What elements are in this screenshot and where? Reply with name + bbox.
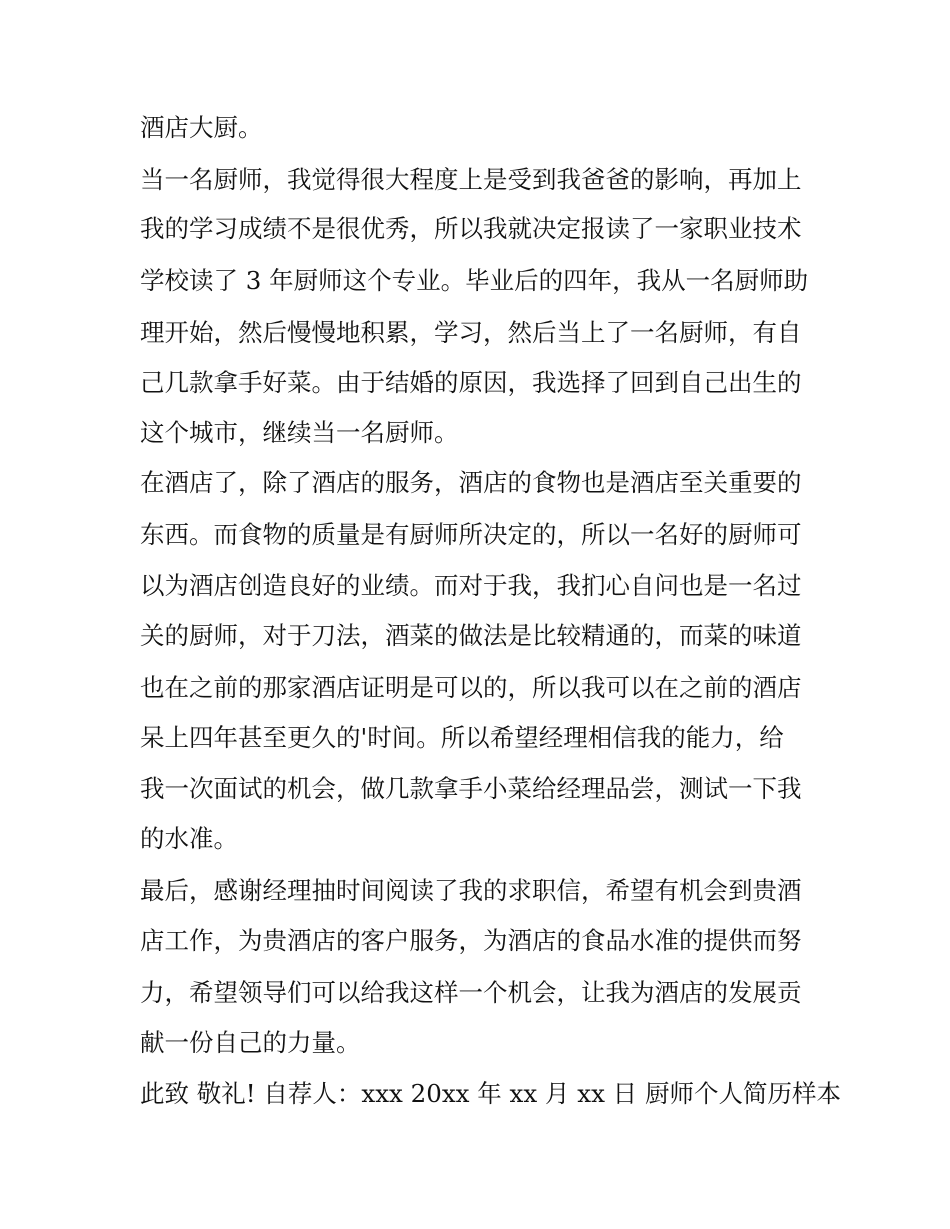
- text-line: 东西。而食物的质量是有厨师所决定的，所以一名好的厨师可: [140, 520, 802, 549]
- text-line: 酒店大厨。: [140, 113, 263, 142]
- text-line: 以为酒店创造良好的业绩。而对于我，我扪心自问也是一名过: [140, 571, 802, 600]
- text-line: 这个城市，继续当一名厨师。: [140, 418, 459, 447]
- text-line: 呆上四年甚至更久的'时间。所以希望经理相信我的能力，给: [140, 723, 784, 752]
- text-line: 学校读了 3 年厨师这个专业。毕业后的四年，我从一名厨师助: [140, 266, 809, 295]
- text-line: 最后，感谢经理抽时间阅读了我的求职信，希望有机会到贵酒: [140, 876, 802, 905]
- text-line: 当一名厨师，我觉得很大程度上是受到我爸爸的影响，再加上: [140, 165, 802, 194]
- text-line: 力，希望领导们可以给我这样一个机会，让我为酒店的发展贡: [140, 978, 802, 1007]
- text-line: 店工作，为贵酒店的客户服务，为酒店的食品水准的提供而努: [140, 926, 802, 955]
- text-line: 我的学习成绩不是很优秀，所以我就决定报读了一家职业技术: [140, 214, 802, 243]
- text-line: 己几款拿手好菜。由于结婚的原因，我选择了回到自己出生的: [140, 368, 802, 397]
- text-line: 理开始，然后慢慢地积累，学习，然后当上了一名厨师，有自: [140, 318, 802, 347]
- text-line: 关的厨师，对于刀法，酒菜的做法是比较精通的，而菜的味道: [140, 621, 802, 650]
- text-line: 的水准。: [140, 824, 238, 853]
- text-line: 也在之前的那家酒店证明是可以的，所以我可以在之前的酒店: [140, 673, 802, 702]
- text-line: 在酒店了，除了酒店的服务，酒店的食物也是酒店至关重要的: [140, 468, 802, 497]
- text-line: 献一份自己的力量。: [140, 1028, 361, 1057]
- text-line: 我一次面试的机会，做几款拿手小菜给经理品尝，测试一下我: [140, 774, 802, 803]
- text-line: 此致 敬礼! 自荐人：xxx 20xx 年 xx 月 xx 日 厨师个人简历样本: [140, 1079, 841, 1108]
